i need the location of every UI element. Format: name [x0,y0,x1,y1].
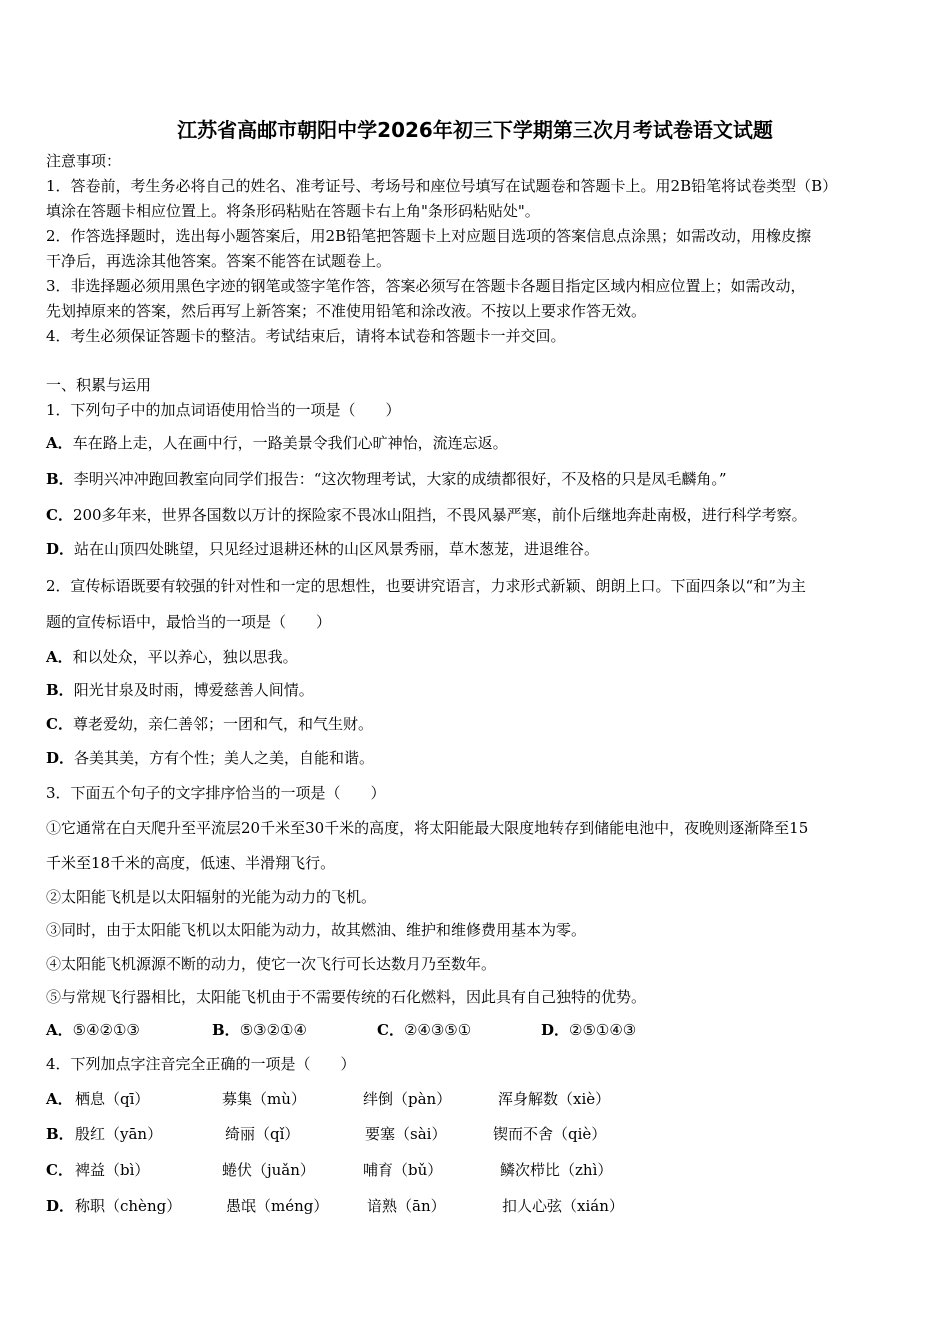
option-key: C． [46,506,73,524]
notes-line: 干净后，再选涂其他答案。答案不能答在试题卷上。 [46,252,392,270]
pinyin-item: 要塞（sài） [365,1125,447,1143]
q3-sentence-2: ②太阳能飞机是以太阳辐射的光能为动力的飞机。 [46,888,377,906]
option-key: D． [46,1197,75,1215]
option-key: D． [541,1021,570,1039]
q3-sentence-1-cont: 千米至18千米的高度，低速、半滑翔飞行。 [46,854,336,872]
pinyin-item: 募集（mù） [222,1090,306,1108]
notes-line: 1．答卷前，考生务必将自己的姓名、准考证号、考场号和座位号填写在试题卷和答题卡上。用2B铅笔将试卷类型（B） [46,177,838,195]
notes-line: 填涂在答题卡相应位置上。将条形码粘贴在答题卡右上角"条形码粘贴处"。 [46,202,540,220]
q3-sentence-5: ⑤与常规飞行器相比，太阳能飞机由于不需要传统的石化燃料，因此具有自己独特的优势。 [46,988,647,1006]
option-text: 李明兴冲冲跑回教室向同学们报告：“这次物理考试，大家的成绩都很好，不及格的只是凤毛麟角。” [73,470,727,488]
option-key: A． [46,1090,73,1108]
pinyin-item: 哺育（bǔ） [363,1161,443,1179]
page-title: 江苏省高邮市朝阳中学2026年初三下学期第三次月考试卷语文试题 [177,118,773,142]
q1-option-a [46,433,508,453]
pinyin-item: 蜷伏（juǎn） [222,1161,315,1179]
q1-option-d [46,539,599,559]
pinyin-item: 愚氓（méng） [226,1197,329,1215]
option-key: A． [46,648,73,666]
option-key: D． [46,540,75,558]
q1-stem: 1．下列句子中的加点词语使用恰当的一项是（ ） [46,401,401,419]
option-text: ⑤④②①③ [72,1021,140,1039]
notes-line: 2．作答选择题时，选出每小题答案后，用2B铅笔把答题卡上对应题目选项的答案信息点涂黑；如需改动，用橡皮擦 [46,227,812,245]
option-text: ②④③⑤① [403,1021,472,1039]
option-text: 阳光甘泉及时雨，博爱慈善人间情。 [73,681,314,699]
q3-option-b [212,1020,307,1040]
option-text: 站在山顶四处眺望，只见经过退耕还林的山区风景秀丽，草木葱茏，进退维谷。 [74,540,600,558]
pinyin-item: 绮丽（qǐ） [225,1125,300,1143]
pinyin-item: 殷红（yān） [75,1125,163,1143]
option-key: B． [46,1125,74,1143]
q1-option-c [46,505,807,525]
option-text: 各美其美，方有个性；美人之美，自能和谐。 [74,749,375,767]
pinyin-item: 谙熟（ān） [367,1197,446,1215]
option-key: C． [377,1021,404,1039]
option-key: D． [46,749,75,767]
q2-option-c [46,714,373,734]
option-text: ⑤③②①④ [239,1021,307,1039]
pinyin-item: 扣人心弦（xián） [502,1197,624,1215]
q2-option-d [46,748,374,768]
pinyin-item: 称职（chèng） [75,1197,182,1215]
q2-stem: 2．宣传标语既要有较强的针对性和一定的思想性，也要讲究语言，力求形式新颖、朗朗上口。下面四条以“和”为主 [46,577,806,595]
q3-sentence-3: ③同时，由于太阳能飞机以太阳能为动力，故其燃油、维护和维修费用基本为零。 [46,921,587,939]
q4-stem: 4．下列加点字注音完全正确的一项是（ ） [46,1055,356,1073]
option-key: B． [46,470,74,488]
section-heading: 一、积累与运用 [46,376,152,394]
q3-stem: 3．下面五个句子的文字排序恰当的一项是（ ） [46,784,386,802]
notes-line: 先划掉原来的答案，然后再写上新答案；不准使用铅笔和涂改液。不按以上要求作答无效。 [46,302,647,320]
q3-sentence-1: ①它通常在白天爬升至平流层20千米至30千米的高度，将太阳能最大限度地转存到储能电池中，夜晚则逐渐降至15 [46,819,809,837]
pinyin-item: 栖息（qī） [75,1090,150,1108]
q1-option-b [46,469,727,489]
option-key: B． [212,1021,240,1039]
option-key: A． [46,1021,73,1039]
notes-line: 4．考生必须保证答题卡的整洁。考试结束后，请将本试卷和答题卡一并交回。 [46,327,566,345]
q3-sentence-4: ④太阳能飞机源源不断的动力，使它一次飞行可长达数月乃至数年。 [46,955,497,973]
pinyin-item: 浑身解数（xiè） [498,1090,611,1108]
notes-line: 3．非选择题必须用黑色字迹的钢笔或签字笔作答，答案必须写在答题卡各题目指定区域内相应位置上；如需改动， [46,277,806,295]
option-text: ②⑤①④③ [569,1021,637,1039]
pinyin-item: 裨益（bì） [75,1161,150,1179]
q3-option-d [541,1020,636,1040]
q2-option-a [46,647,298,667]
pinyin-item: 锲而不舍（qiè） [493,1125,607,1143]
q3-option-c [377,1020,471,1040]
q2-option-b [46,680,314,700]
option-key: A． [46,434,73,452]
option-key: C． [46,715,73,733]
option-text: 200多年来，世界各国数以万计的探险家不畏冰山阻挡，不畏风暴严寒，前仆后继地奔赴南极，进行科学考察。 [72,506,807,524]
option-text: 和以处众，平以养心，独以思我。 [72,648,298,666]
notes-heading: 注意事项： [46,152,122,170]
q2-stem-cont: 题的宣传标语中，最恰当的一项是（ ） [46,613,332,631]
option-key: B． [46,681,74,699]
q3-option-a [46,1020,140,1040]
option-text: 尊老爱幼，亲仁善邻；一团和气，和气生财。 [72,715,373,733]
option-key: C． [46,1161,73,1179]
pinyin-item: 鳞次栉比（zhì） [500,1161,613,1179]
pinyin-item: 绊倒（pàn） [363,1090,452,1108]
option-text: 车在路上走，人在画中行，一路美景令我们心旷神怡，流连忘返。 [72,434,508,452]
